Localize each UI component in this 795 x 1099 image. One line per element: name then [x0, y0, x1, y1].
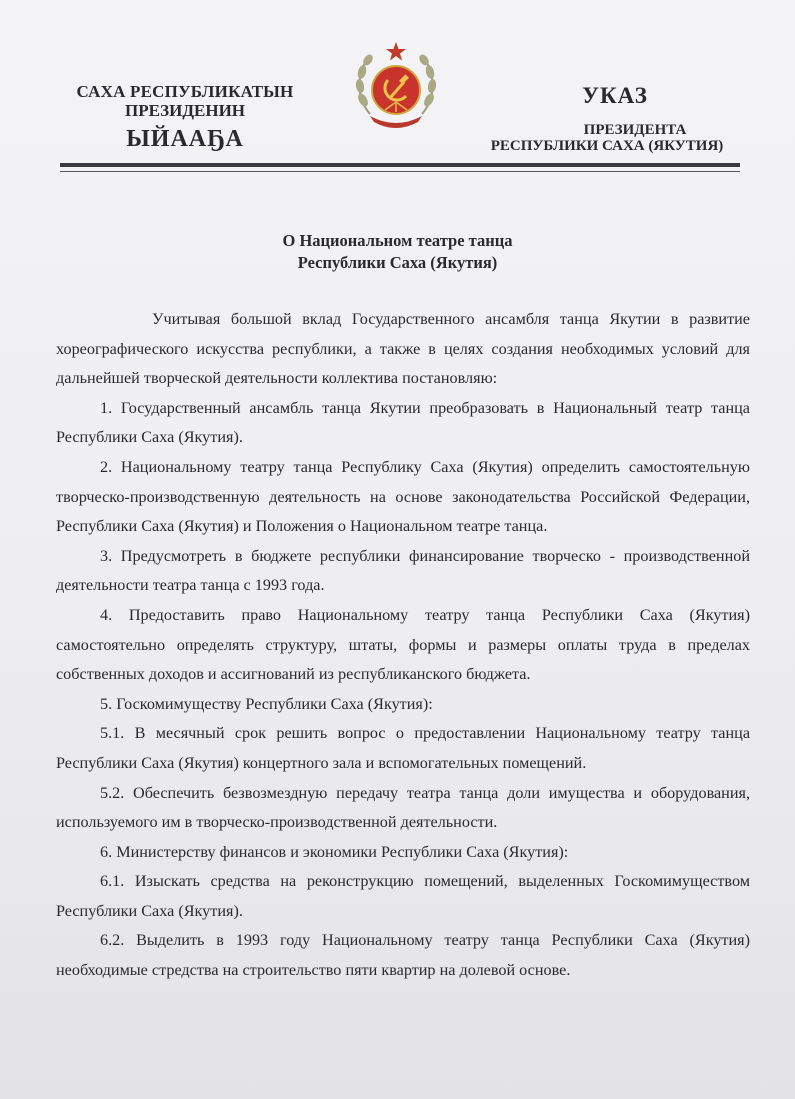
paragraph-item-6-2: 6.2. Выделить в 1993 году Национальному театру танца Республики Саха (Якутия) необходимые стредства на строительство пяти квартир на долевой основе.: [56, 931, 750, 980]
header-left-line2: ПРЕЗИДЕНИН: [124, 101, 246, 120]
header-right-title: УКАЗ: [582, 83, 648, 108]
decree-title-line1: О Национальном театре танца: [282, 231, 513, 250]
paragraph-item-5-2: 5.2. Обеспечить безвозмездную передачу театра танца доли имущества и оборудования, используемого им в творческо-производственной деятельности.: [56, 783, 750, 832]
paragraph-item-1: 1. Государственный ансамбль танца Якутии преобразовать в Национальный театр танца Республики Саха (Якутия).: [56, 398, 750, 447]
paragraph-item-6: 6. Министерству финансов и экономики Республики Саха (Якутия):: [100, 842, 569, 861]
coat-of-arms-emblem-icon: [352, 40, 440, 130]
paragraph-item-4: 4. Предоставить право Национальному театру танца Республики Саха (Якутия) самостоятельно определять структуру, штаты, формы и размеры оплаты труда в пределах собственных доходов и ассигнований из республиканского бюджета.: [56, 605, 750, 684]
paragraph-item-2: 2. Национальному театру танца Республику Саха (Якутия) определить самостоятельную творческо-производственную деятельность на основе законодательства Российской Федерации, Республики Саха (Якутия) и Положения о Национальном театре танца.: [56, 457, 750, 536]
paragraph-item-3: 3. Предусмотреть в бюджете республики финансирование творческо - производственной деятельности театра танца с 1993 года.: [56, 546, 750, 595]
header-left-line1: САХА РЕСПУБЛИКАТЫН: [76, 82, 294, 101]
header-right-line2: РЕСПУБЛИКИ САХА (ЯКУТИЯ): [490, 138, 724, 154]
header-right-line1: ПРЕЗИДЕНТА: [583, 122, 687, 138]
header-left-block: [40, 82, 330, 152]
header-divider-thick: [60, 163, 740, 167]
paragraph-preamble: Учитывая большой вклад Государственного ансамбля танца Якутии в развитие хореографического искусства республики, а также в целях создания необходимых условий для дальнейшей творческой деятельности коллектива постановляю:: [56, 310, 750, 388]
decree-title-line2: Республики Саха (Якутия): [297, 253, 498, 272]
header-right-block: [440, 82, 760, 154]
decree-body: [56, 305, 750, 986]
decree-title: [0, 230, 795, 274]
paragraph-item-5: 5. Госкомимуществу Республики Саха (Якутия):: [100, 694, 433, 713]
header-left-title: ЫЙААҔА: [126, 126, 244, 152]
paragraph-item-5-1: 5.1. В месячный срок решить вопрос о предоставлении Национальному театру танца Республики Саха (Якутия) концертного зала и вспомогательных помещений.: [56, 724, 750, 772]
header-divider-thin: [60, 171, 740, 172]
paragraph-item-6-1: 6.1. Изыскать средства на реконструкцию помещений, выделенных Госкомимуществом Республики Саха (Якутия).: [56, 872, 750, 920]
